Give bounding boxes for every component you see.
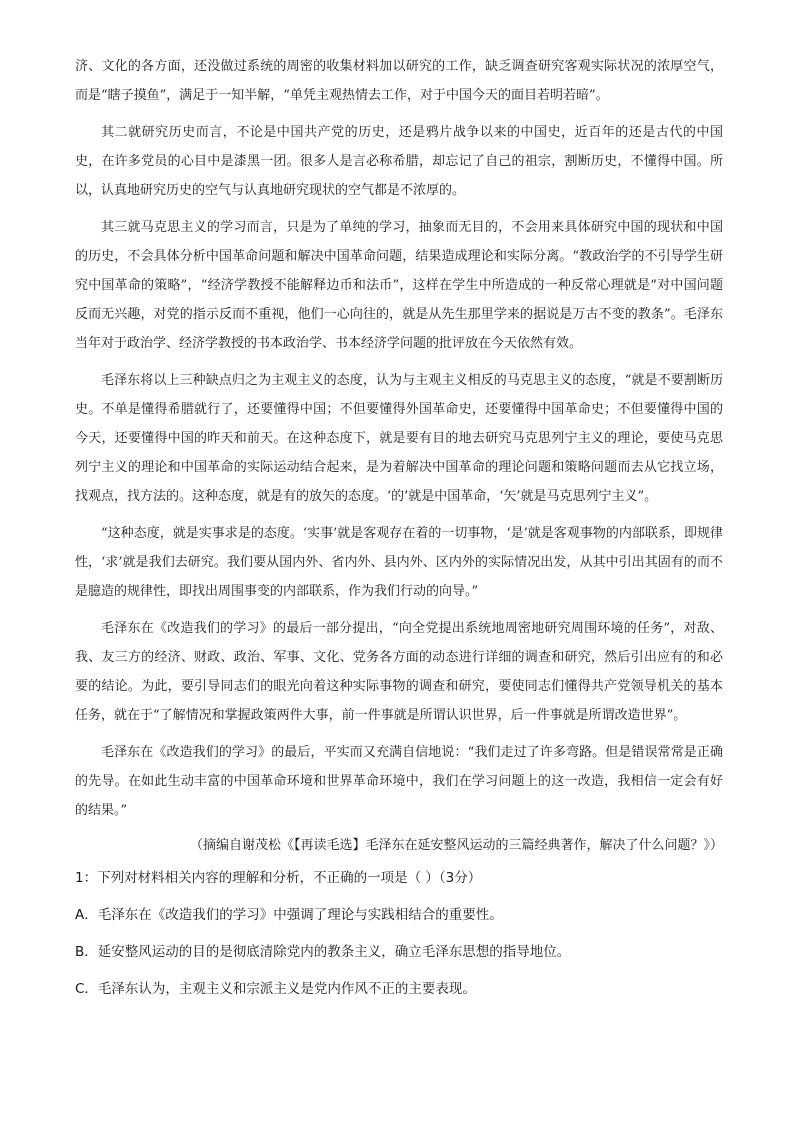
question-stem: 1：下列对材料相关内容的理解和分析，不正确的一项是（ ）（3分） bbox=[75, 870, 482, 886]
paragraph-seek-truth: “这种态度，就是实事求是的态度。‘实事’就是客观存在着的一切事物，‘是’就是客观事物的内部联系，即规律性，‘求’就是我们去研究。我们要从国内外、省内外、县内外、区内外的实际情况出发，从其中引出其固有的而不是臆造的规律性，即找出周围事变的内部联系，作为我们行动的向导。” bbox=[75, 526, 723, 599]
document-page bbox=[75, 52, 723, 999]
paragraph-conclusion: 毛泽东在《改造我们的学习》的最后，平实而又充满自信地说：“我们走过了许多弯路。但是错误常常是正确的先导。在如此生动丰富的中国革命环境和世界革命环境中，我们在学习问题上的这一改造，我相信一定会有好的结果。” bbox=[75, 745, 723, 818]
paragraph-attitude: 毛泽东将以上三种缺点归之为主观主义的态度，认为与主观主义相反的马克思主义的态度，“就是不要割断历史。不单是懂得希腊就行了，还要懂得中国；不但要懂得外国革命史，还要懂得中国革命史；不但要懂得中国的今天，还要懂得中国的昨天和前天。在这种态度下，就是要有目的地去研究马克思列宁主义的理论，要使马克思列宁主义的理论和中国革命的实际运动结合起来，是为着解决中国革命的理论问题和策略问题而去从它找立场，找观点，找方法的。这种态度，就是有的放矢的态度。‘的’就是中国革命，‘矢’就是马克思列宁主义”。 bbox=[75, 373, 723, 504]
paragraph-task: 毛泽东在《改造我们的学习》的最后一部分提出，“向全党提出系统地周密地研究周围环境的任务”，对敌、我、友三方的经济、财政、政治、军事、文化、党务各方面的动态进行详细的调查和研究，然后引出应有的和必要的结论。为此，要引导同志们的眼光向着这种实际事物的调查和研究，要使同志们懂得共产党领导机关的基本任务，就在于“了解情况和掌握政策两件大事，前一件事就是所谓认识世界，后一件事就是所谓改造世界”。 bbox=[75, 621, 723, 723]
paragraph-continued: 济、文化的各方面，还没做过系统的周密的收集材料加以研究的工作，缺乏调查研究客观实际状况的浓厚空气，而是“瞎子摸鱼”，满足于一知半解，“单凭主观热情去工作，对于中国今天的面目若明若暗”。 bbox=[75, 59, 723, 103]
paragraph-history: 其二就研究历史而言，不论是中国共产党的历史，还是鸦片战争以来的中国史，近百年的还是古代的中国史，在许多党员的心目中是漆黑一团。很多人是言必称希腊，却忘记了自己的祖宗，割断历史，不懂得中国。所以，认真地研究历史的空气与认真地研究现状的空气都是不浓厚的。 bbox=[75, 125, 723, 198]
source-citation: （摘编自谢茂松《【再读毛选】毛泽东在延安整风运动的三篇经典著作，解决了什么问题？》） bbox=[189, 838, 723, 853]
option-b: B．延安整风运动的目的是彻底清除党内的教条主义，确立毛泽东思想的指导地位。 bbox=[75, 944, 571, 960]
option-a: A．毛泽东在《改造我们的学习》中强调了理论与实践相结合的重要性。 bbox=[75, 907, 503, 923]
option-c: C．毛泽东认为，主观主义和宗派主义是党内作风不正的主要表现。 bbox=[75, 981, 476, 997]
paragraph-marxism-study: 其三就马克思主义的学习而言，只是为了单纯的学习，抽象而无目的，不会用来具体研究中国的现状和中国的历史，不会具体分析中国革命问题和解决中国革命问题，结果造成理论和实际分离。“教政治学的不引导学生研究中国革命的策略”，“经济学教授不能解释边币和法币”，这样在学生中所造成的一种反常心理就是“对中国问题反而无兴趣，对党的指示反而不重视，他们一心向往的，就是从先生那里学来的据说是万古不变的教条”。毛泽东当年对于政治学、经济学教授的书本政治学、书本经济学问题的批评放在今天依然有效。 bbox=[75, 220, 723, 351]
